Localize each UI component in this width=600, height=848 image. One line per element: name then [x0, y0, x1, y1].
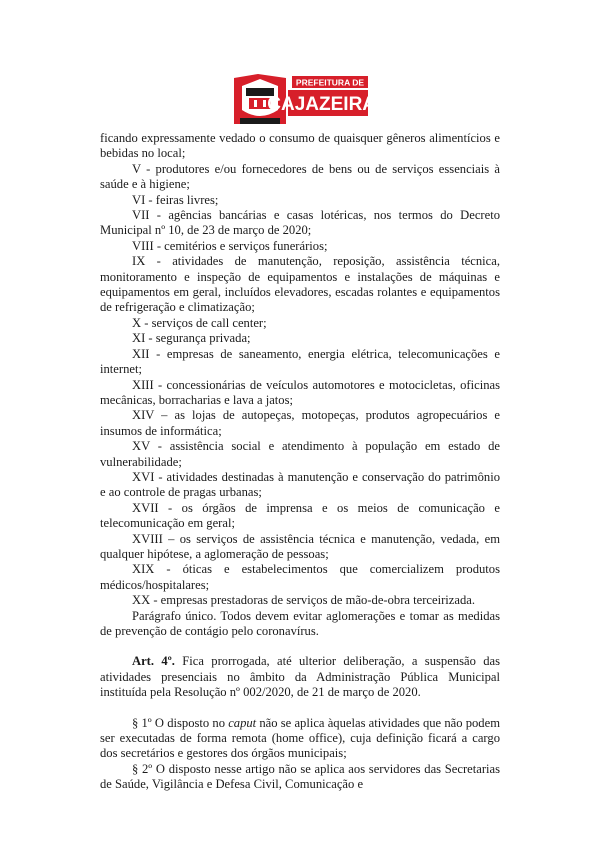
document-body — [100, 131, 500, 793]
item-vii: VII - agências bancárias e casas lotéricas, nos termos do Decreto Municipal nº 10, de 23 de março de 2020; — [100, 208, 500, 238]
item-xi: XI - segurança privada; — [132, 331, 251, 346]
item-xvi: XVI - atividades destinadas à manutenção e conservação do patrimônio e ao controle de pragas urbanas; — [100, 469, 500, 500]
logo-name-text: CAJAZEIRAS — [267, 94, 389, 115]
paragrafo-unico: Parágrafo único. Todos devem evitar aglomerações e tomar as medidas de prevenção de contágio pelo coronavírus. — [100, 608, 500, 638]
item-xviii: XVIII – os serviços de assistência técnica e manutenção, vedada, em qualquer hipótese, a aglomeração de pessoas; — [100, 531, 500, 561]
item-xii: XII - empresas de saneamento, energia elétrica, telecomunicações e internet; — [100, 346, 500, 377]
article-4 — [100, 654, 500, 700]
item-ix: IX - atividades de manutenção, reposição, assistência técnica, monitoramento e inspeção de equipamentos e instalações de máquinas e equipamentos em geral, incluídos elevadores, escadas rolantes e equipamentos de refrigeração e climatização; — [100, 254, 500, 315]
paragraph-1-pre: § 1º O disposto no — [132, 715, 229, 730]
item-x: X - serviços de call center; — [132, 315, 267, 330]
item-vi: VI - feiras livres; — [132, 192, 219, 207]
logo-top-text: PREFEITURA DE — [295, 77, 365, 88]
item-xvii: XVII - os órgãos de imprensa e os meios de comunicação e telecomunicação em geral; — [100, 500, 500, 531]
paragraph-1-caput: caput — [228, 715, 257, 730]
item-xiii: XIII - concessionárias de veículos automotores e motocicletas, oficinas mecânicas, borracharias e lava a jatos; — [100, 377, 500, 407]
item-xix: XIX - óticas e estabelecimentos que comercializem produtos médicos/hospitalares; — [100, 562, 500, 592]
paragraph-continuation: ficando expressamente vedado o consumo de quaisquer gêneros alimentícios e bebidas no local; — [100, 131, 500, 161]
article-4-label: Art. 4º. — [132, 654, 175, 669]
paragraph-2: § 2º O disposto nesse artigo não se aplica aos servidores das Secretarias de Saúde, Vigilância e Defesa Civil, Comunicação e — [100, 761, 500, 792]
paragraph-1 — [100, 716, 500, 762]
item-viii: VIII - cemitérios e serviços funerários; — [132, 238, 328, 253]
item-v: V - produtores e/ou fornecedores de bens ou de serviços essenciais à saúde e à higiene; — [100, 161, 500, 192]
prefeitura-logo — [232, 74, 389, 132]
item-xv: XV - assistência social e atendimento à população em estado de vulnerabilidade; — [100, 439, 500, 469]
paragraph-1-post: não se aplica àquelas atividades que não podem ser executadas de forma remota (home office), cuja definição ficará a cargo dos secretários e gestores dos órgãos municipais; — [100, 715, 500, 761]
item-xx: XX - empresas prestadoras de serviços de mão-de-obra terceirizada. — [132, 593, 476, 608]
item-xiv: XIV – as lojas de autopeças, motopeças, produtos agropecuários e insumos de informática; — [100, 408, 500, 438]
article-4-text: Fica prorrogada, até ulterior deliberação, a suspensão das atividades presenciais no âmbito da Administração Pública Municipal instituída pela Resolução nº 002/2020, de 21 de março de 2020. — [100, 654, 500, 700]
